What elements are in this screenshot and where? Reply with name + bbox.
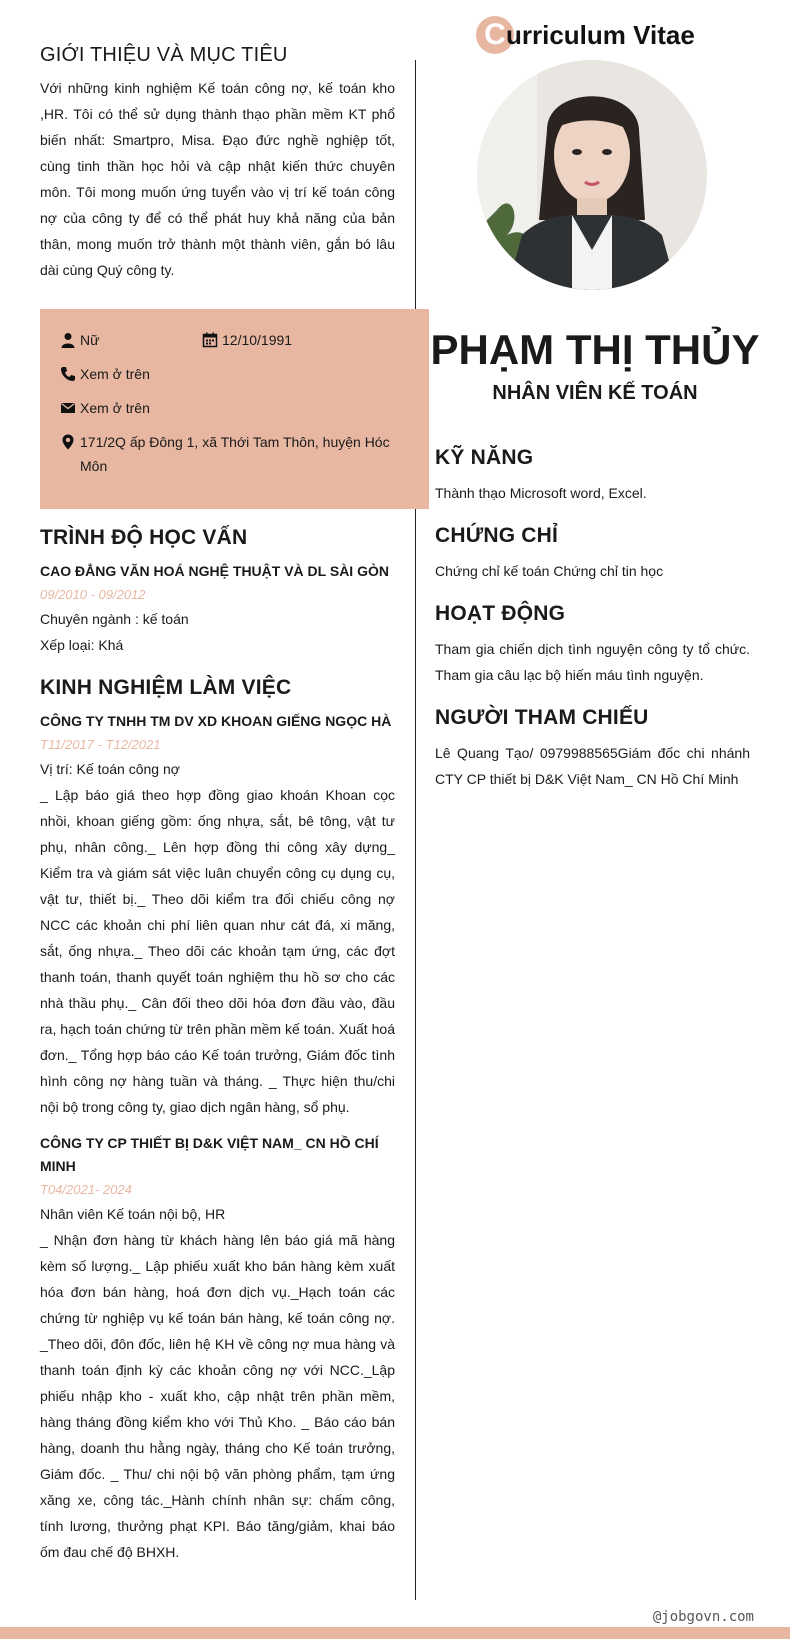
intro-title: GIỚI THIỆU VÀ MỤC TIÊU: [40, 44, 288, 66]
person-icon: [60, 332, 76, 348]
education-section: [40, 526, 395, 658]
calendar-icon: [202, 332, 218, 348]
skills-text: Thành thạo Microsoft word, Excel.: [435, 485, 647, 501]
experience-section: [40, 676, 395, 1565]
activities-title: HOẠT ĐỘNG: [435, 602, 566, 625]
education-title: TRÌNH ĐỘ HỌC VẤN: [40, 526, 248, 549]
job-item: [40, 1132, 395, 1565]
references-text: Lê Quang Tạo/ 0979988565Giám đốc chi nhánh CTY CP thiết bị D&K Việt Nam_ CN Hồ Chí Minh: [435, 745, 750, 787]
watermark: @jobgovn.com: [652, 1609, 754, 1625]
address-row: [60, 430, 390, 478]
job-description: _ Lập báo giá theo hợp đồng giao khoán Khoan cọc nhồi, khoan giếng gồm: ống nhựa, sắt, bê tông, vật tư phụ, nhân công._ Lên hợp đồng thi công xây dựng_ Kiểm tra và giám sát việc luân chuyển công cụ dụng cụ, vật tư, thiết bị._ Theo dõi kiểm tra đối chiếu công nợ NCC các khoản chi phí liên quan như cát đá, xi măng, sắt, ống nhựa._ Theo dõi các khoản tạm ứng, các đợt thanh toán, thanh quyết toán nghiệm thu hồ sơ cho các nhà thầu phụ._ Cân đối theo dõi hóa đơn đầu vào, đầu ra, hạch toán chứng từ trên phần mềm kế toán. Xuất hoá đơn._ Tổng hợp báo cáo Kế toán trưởng, Giám đốc tình hình công nợ hàng tuần và tháng. _ Thực hiện thu/chi nội bộ trong công ty, giao dịch ngân hàng, sổ phụ.: [40, 787, 395, 1115]
phone-icon: [60, 366, 76, 382]
email-value: Xem ở trên: [80, 400, 150, 416]
logo-letter: C: [476, 16, 514, 54]
logo-text: urriculum Vitae: [506, 19, 695, 50]
profile-photo: [477, 60, 707, 290]
bottom-accent-bar: [0, 1627, 790, 1639]
contact-box: [40, 309, 429, 509]
address-value: 171/2Q ấp Đông 1, xã Thới Tam Thôn, huyện Hóc Môn: [80, 434, 390, 474]
certificates-title: CHỨNG CHỈ: [435, 524, 559, 547]
location-pin-icon: [60, 434, 76, 450]
job-position: Vị trí: Kế toán công nợ: [40, 761, 180, 777]
job-position: Nhân viên Kế toán nội bộ, HR: [40, 1206, 226, 1222]
cv-logo: [476, 16, 695, 54]
column-divider: [415, 60, 416, 1600]
phone-row: [60, 362, 150, 386]
skills-section: [435, 446, 750, 506]
intro-section: [40, 44, 395, 283]
references-title: NGƯỜI THAM CHIẾU: [435, 706, 649, 729]
candidate-position: NHÂN VIÊN KẾ TOÁN: [492, 382, 698, 404]
job-description: _ Nhận đơn hàng từ khách hàng lên báo giá mã hàng kèm số lượng._ Lập phiếu xuất kho bán hàng kèm xuất hóa đơn bán hàng, hoá đơn dịch vụ._Hạch toán các chứng từ nghiệp vụ kế toán bán hàng, kế toán công nợ. _Theo dõi, đôn đốc, liên hệ KH về công nợ mua hàng và thanh toán định kỳ các khoản công nợ với NCC._Lập phiếu nhập kho - xuất kho, cập nhật trên phần mềm, hàng tháng đồng kiểm kho với Thủ Kho. _ Báo cáo bán hàng, doanh thu hằng ngày, tháng cho Kế toán trưởng, Giám đốc. _ Thu/ chi nội bộ văn phòng phẩm, tạm ứng xăng xe, công tác._Hành chính nhân sự: chấm công, tính lương, thưởng phạt KPI. Báo tăng/giảm, khai báo ốm đau chế độ BHXH.: [40, 1232, 395, 1560]
certificates-text: Chứng chỉ kế toán Chứng chỉ tin học: [435, 563, 664, 579]
job-period: T04/2021- 2024: [40, 1182, 132, 1197]
education-period: 09/2010 - 09/2012: [40, 587, 146, 602]
envelope-icon: [60, 400, 76, 416]
activities-text: Tham gia chiến dịch tình nguyện công ty tổ chức. Tham gia câu lạc bộ hiến máu tình nguyện.: [435, 641, 750, 683]
birthday-value: 12/10/1991: [222, 332, 293, 348]
education-major: Chuyên ngành : kế toán: [40, 611, 189, 627]
job-item: [40, 710, 395, 1120]
activities-section: [435, 602, 750, 688]
gender-row: [60, 328, 99, 352]
email-row: [60, 396, 150, 420]
school-name: CAO ĐẲNG VĂN HOÁ NGHỆ THUẬT VÀ DL SÀI GÒN: [40, 563, 389, 579]
education-grade: Xếp loại: Khá: [40, 637, 124, 653]
birthday-row: [202, 328, 292, 352]
phone-value: Xem ở trên: [80, 366, 150, 382]
profile-photo-illustration: [477, 60, 707, 290]
job-period: T11/2017 - T12/2021: [40, 737, 161, 752]
references-section: [435, 706, 750, 792]
experience-title: KINH NGHIỆM LÀM VIỆC: [40, 676, 292, 699]
job-company: CÔNG TY CP THIẾT BỊ D&K VIỆT NAM_ CN HỒ CHÍ MINH: [40, 1135, 379, 1174]
candidate-name: PHẠM THỊ THỦY: [430, 326, 760, 373]
intro-text: Với những kinh nghiệm Kế toán công nợ, kế toán kho ,HR. Tôi có thể sử dụng thành thạo phần mềm KT phổ biến nhất: Smartpro, Misa. Đạo đức nghề nghiệp tốt, cùng tinh thần học hỏi và cập nhật kiến thức chuyên môn. Tôi mong muốn ứng tuyển vào vị trí kế toán công nợ của công ty để có thể phát huy khả năng của bản thân, mong muốn trở thành một thành viên, gắn bó lâu dài cùng Quý công ty.: [40, 80, 395, 278]
skills-title: KỸ NĂNG: [435, 446, 534, 469]
gender-value: Nữ: [80, 332, 100, 348]
certificates-section: [435, 524, 750, 584]
job-company: CÔNG TY TNHH TM DV XD KHOAN GIẾNG NGỌC HÀ: [40, 713, 392, 729]
